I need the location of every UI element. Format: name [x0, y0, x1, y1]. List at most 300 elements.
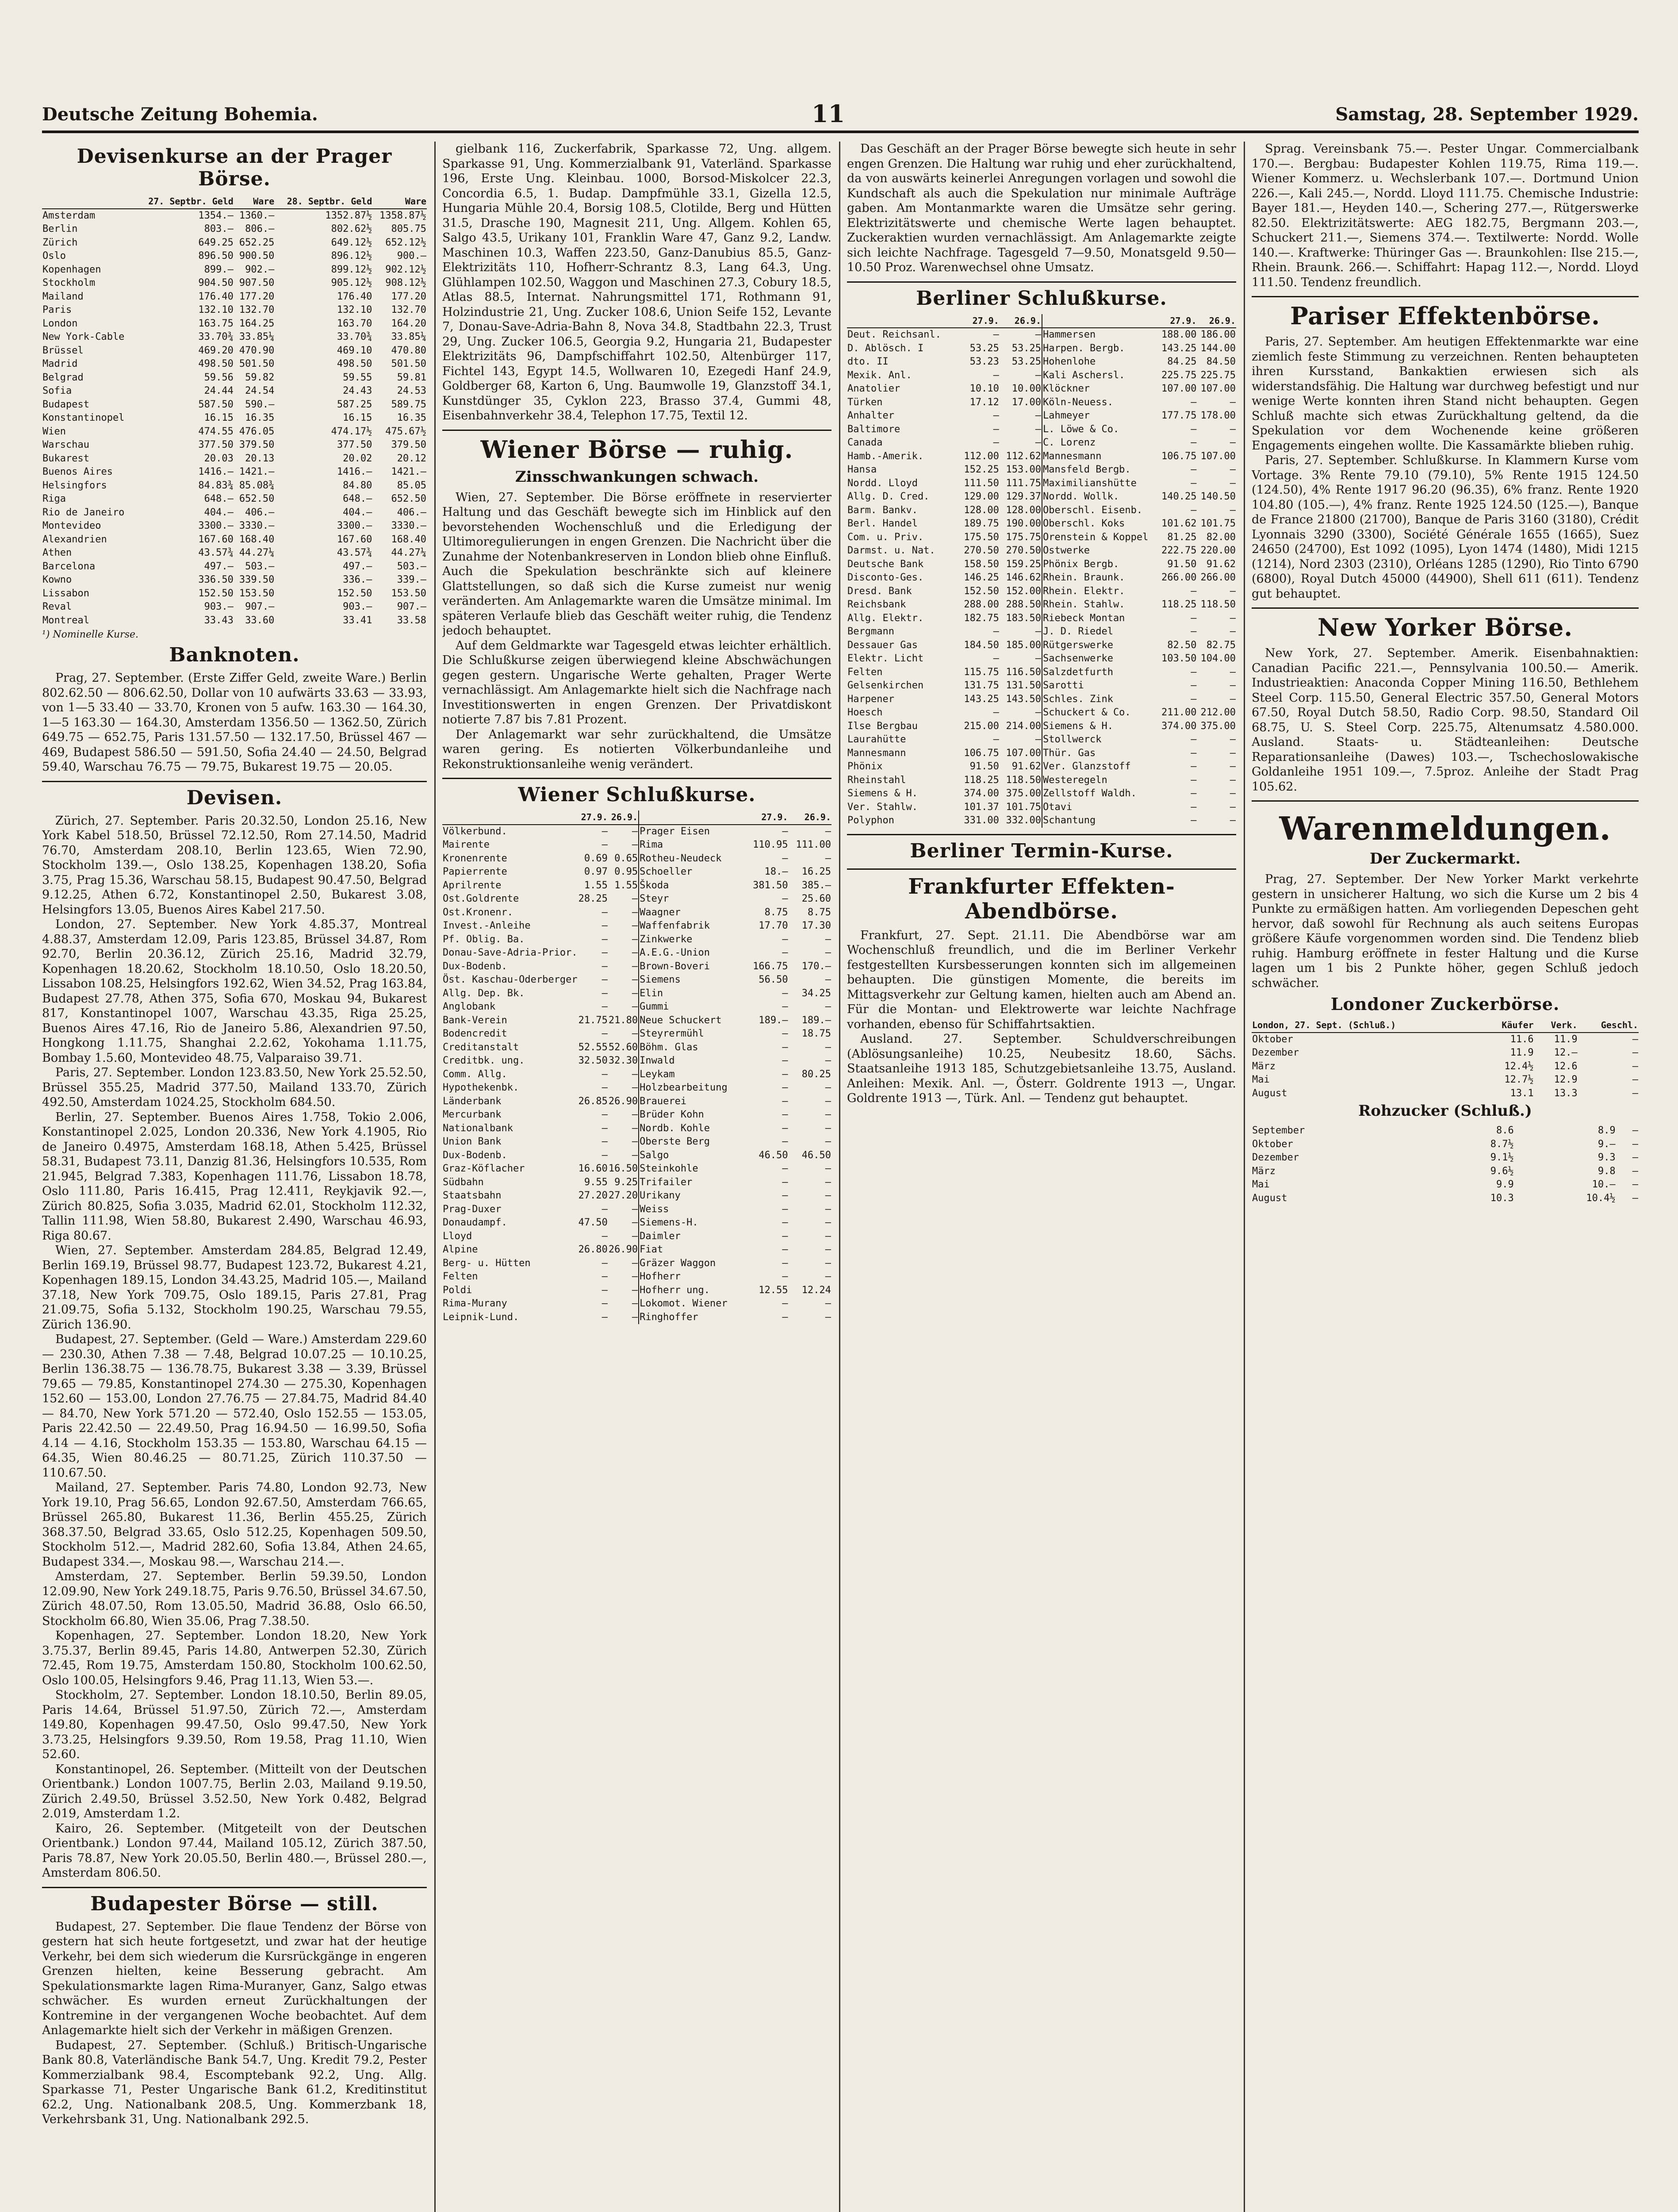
table-cell: 33.60 [245, 614, 275, 626]
table-cell: 404.— [343, 507, 372, 518]
berlin-row [847, 733, 1042, 747]
table-cell: Rhein. Stahlw. [1043, 599, 1125, 610]
divider [1252, 607, 1639, 609]
table-cell: 140.25 [1161, 491, 1197, 502]
table-cell: 118.25 [1161, 599, 1197, 610]
table-cell: 84.83¾ [198, 480, 234, 491]
table-cell: 82.00 [1206, 531, 1236, 543]
devisen2-paragraph: Berlin, 27. September. Buenos Aires 1.758, Tokio 2.006, Konstantinopel 2.025, London 20.336, New York 4.1905, Rio de Janeiro 0.4975, Amsterdam 168.18, Athen 5.425, Brüssel 58.31, Budapest 73.11, Danzig 81.36, Helsingfors 10.535, Rom 21.945, Belgrad 7.383, Kopenhagen 111.76, Lissabon 18.78, Oslo 111.80, Paris 16.415, Prag 12.411, Reykjavik 92.—, Zürich 80.825, Sofia 3.035, Madrid 62.01, Stockholm 112.32, Tallin 111.98, Wien 58.80, Bukarest 2.490, Warschau 46.93, Riga 80.67. [42, 1110, 427, 1243]
berlin-row [1042, 369, 1236, 383]
berlin-header-cell: 26.9. [1000, 314, 1042, 328]
column-4 [1252, 142, 1639, 2212]
table-cell: 159.25 [1006, 558, 1041, 570]
wien-row [442, 1230, 638, 1244]
table-cell: 158.50 [964, 558, 999, 570]
table-cell: 1416.— [337, 466, 372, 477]
table-cell: 903.— [343, 601, 372, 612]
table-cell: — [632, 933, 638, 945]
table-cell: — [1230, 761, 1236, 772]
table-cell: Elin [640, 987, 663, 999]
table-cell: Thür. Gas [1043, 747, 1096, 759]
table-cell: 212.00 [1200, 707, 1236, 718]
berlin-row [1042, 760, 1236, 774]
budapest-title: Budapester Börse — still. [90, 1892, 379, 1915]
table-cell: 118.50 [1200, 599, 1236, 610]
wien-subtitle: Zinsschwankungen schwach. [515, 468, 759, 486]
berlin-row [847, 814, 1042, 828]
table-cell: 896.50 [198, 250, 234, 261]
table-cell: 652.25 [239, 237, 275, 248]
table-cell: 288.50 [1006, 599, 1041, 610]
table-cell: 902.— [245, 264, 275, 275]
devisen2-paragraph: Budapest, 27. September. (Geld — Ware.) Amsterdam 229.60 — 230.30, Athen 7.38 — 7.48, Belgrad 10.07.25 — 10.10.25, Berlin 136.38.75 — 136.78.75, Bukarest 3.38 — 3.39, Brüssel 79.65 — 79.85, Konstantinopel 274.30 — 275.30, Kopenhagen 152.60 — 153.00, London 27.76.75 — 27.84.75, Madrid 84.40 — 84.70, New York 571.20 — 572.40, Oslo 152.55 — 153.05, Paris 22.42.50 — 22.49.50, Prag 16.94.50 — 16.99.50, Sofia 4.14 — 4.16, Stockholm 153.35 — 153.80, Warschau 64.15 — 64.35, Wien 80.46.25 — 80.71.25, Zürich 110.37.50 — 110.67.50. [42, 1333, 427, 1480]
table-cell: — [601, 1298, 608, 1309]
table-cell: — [825, 1244, 831, 1255]
table-cell: Salgo [640, 1149, 669, 1161]
wien-row [639, 1027, 831, 1041]
table-cell: D. Ablösch. I [847, 342, 924, 354]
devisen2-paragraph: Zürich, 27. September. Paris 20.32.50, London 25.16, New York Kabel 518.50, Brüssel 72.12.50, Rom 27.14.50, Madrid 76.70, Amsterdam 208.10, Berlin 123.65, Wien 72.90, Stockholm 139.—, Oslo 138.25, Kopenhagen 138.20, Sofia 3.75, Prag 15.36, Warschau 58.15, Budapest 90.47.50, Belgrad 9.12.25, Athen 6.72, Konstantinopel 2.50, Bukarest 3.08, Helsingfors 13.05, Buenos Aires Kabel 217.50. [42, 814, 427, 917]
table-cell: Steinkohle [640, 1163, 698, 1174]
wien-row [442, 1243, 638, 1257]
table-cell: Zürich [42, 237, 78, 248]
table-cell: — [825, 1109, 831, 1120]
table-cell: 503.— [397, 561, 426, 572]
berlin-row [1042, 531, 1236, 545]
table-cell: 111.50 [964, 477, 999, 489]
london-zucker-table [1252, 1018, 1639, 1100]
wien-row [639, 1122, 831, 1136]
table-cell: — [601, 1028, 608, 1039]
table-cell: — [993, 437, 999, 448]
table-cell: — [825, 853, 831, 864]
wien-row [442, 865, 638, 879]
table-cell: — [1230, 437, 1236, 448]
berlin-row [847, 355, 1042, 369]
table-cell: 903.— [204, 601, 234, 612]
divider [847, 281, 1236, 283]
table-cell: — [1035, 734, 1041, 745]
wien-row [639, 1176, 831, 1190]
devisen-row [42, 519, 427, 533]
wien-row [639, 892, 831, 906]
wien-row [639, 987, 831, 1001]
table-cell: — [601, 933, 608, 945]
wien-row [639, 825, 831, 839]
table-cell: Lahmeyer [1043, 410, 1090, 421]
table-cell: August [1252, 1192, 1287, 1204]
table-cell: 9.9 [1496, 1179, 1514, 1190]
table-cell: 188.00 [1161, 329, 1197, 340]
table-cell: — [782, 933, 788, 945]
table-cell: 1.55 [614, 879, 638, 891]
table-cell: — [782, 826, 788, 837]
table-cell: 182.75 [964, 612, 999, 624]
newyork-text: New York, 27. September. Amerik. Eisenbahnaktien: Canadian Pacific 221.—, Pennsylvania 100.50.— Amerik. Industrieaktien: Anaconda Copper Mining 116.50, Bethlehem Steel Corp. 115.50, General Electric 357.50, General Motors 67.50, Royal Dutch 58.50, Radio Corp. 98.50, Standard Oil 68.75, U. S. Steel Corp. 225.75, Altenumsatz 4.580.000. Ausland. Staats- u. Städteanleihen: Deutsche Reparationsanleihe (Dawes) 103.—, Tschechoslowakische Goldanleihe 1951 109.—, 7.5proz. Anleihe der Stadt Prag 105.62. [1252, 646, 1639, 794]
table-cell: 16.35 [245, 412, 275, 423]
table-cell: 46.50 [759, 1149, 788, 1161]
zucker-subtitle: Der Zuckermarkt. [1369, 850, 1521, 868]
table-cell: — [1191, 734, 1197, 745]
table-cell: 190.00 [1006, 518, 1041, 529]
wien-row [639, 1270, 831, 1284]
wien-row [639, 1054, 831, 1068]
london-row [1252, 1073, 1639, 1087]
table-cell: Nationalbank [443, 1122, 513, 1134]
table-cell: — [825, 1136, 831, 1147]
table-cell: 167.60 [198, 534, 234, 545]
table-cell: 336.— [343, 574, 372, 585]
devisen-row [42, 263, 427, 277]
wien-row [442, 1203, 638, 1217]
table-cell: Oktober [1252, 1138, 1293, 1150]
wien-row [639, 1216, 831, 1230]
table-cell: Siemens [640, 974, 681, 985]
berlin-row [847, 477, 1042, 491]
devisen-row [42, 587, 427, 601]
table-cell: 110.95 [753, 839, 788, 850]
table-cell: Ostwerke [1043, 545, 1090, 556]
table-cell: 91.62 [1206, 558, 1236, 570]
table-cell: Belgrad [42, 372, 84, 383]
table-cell: — [1035, 437, 1041, 448]
table-cell: Barm. Bankv. [847, 504, 918, 516]
table-cell: 186.00 [1200, 329, 1236, 340]
table-cell: 503.— [245, 561, 275, 572]
table-cell: — [993, 653, 999, 664]
table-cell: 33.70¾ [198, 331, 234, 342]
table-cell: 379.50 [391, 439, 426, 450]
table-cell: Anhalter [847, 410, 894, 421]
table-cell: 28.25 [578, 893, 608, 904]
table-cell: — [632, 1230, 638, 1242]
column-rule [1244, 142, 1245, 2212]
wien-row [639, 879, 831, 893]
table-cell: — [1191, 504, 1197, 516]
table-cell: März [1252, 1060, 1276, 1072]
berlin-row [1042, 720, 1236, 733]
table-cell: 152.50 [964, 585, 999, 597]
table-cell: 20.02 [343, 453, 372, 464]
devisen-row [42, 533, 427, 547]
table-cell: 112.62 [1006, 450, 1041, 462]
table-cell: — [632, 1001, 638, 1012]
table-cell: Felten [443, 1271, 478, 1282]
table-cell: Invest.-Anleihe [443, 920, 531, 931]
table-cell: 11.6 [1510, 1033, 1534, 1045]
table-cell: — [1191, 626, 1197, 637]
devisen-row [42, 411, 427, 425]
berlin-row [1042, 355, 1236, 369]
wien-row [639, 1041, 831, 1055]
table-cell: 904.50 [198, 277, 234, 288]
frankfurt-paragraph: Frankfurt, 27. Sept. 21.11. Die Abendbörse war am Wochenschluß freundlich, und die im Berliner Verkehr festgestellten Kursbesserungen konnten sich im allgemeinen behaupten. Die günstigen Momente, die bereits im Mittagsverkehr zur Geltung kamen, hielten auch am Abend an. Für die Montan- und Elektrowerte war leichte Nachfrage vorhanden, ebenso für Schiffahrtsaktien. [847, 928, 1236, 1031]
table-cell: — [993, 369, 999, 381]
devisen-row [42, 465, 427, 479]
table-cell: — [1230, 477, 1236, 489]
wien-row [442, 1149, 638, 1163]
table-cell: 59.55 [343, 372, 372, 383]
wien-row [442, 1284, 638, 1298]
table-cell: Kronenrente [443, 853, 507, 864]
devisen-row [42, 600, 427, 614]
table-cell: 497.— [343, 561, 372, 572]
table-cell: Canada [847, 437, 883, 448]
table-cell: — [782, 1298, 788, 1309]
table-cell: 101.37 [964, 801, 999, 813]
table-cell: 132.70 [391, 304, 426, 315]
table-cell: Škoda [640, 879, 669, 891]
berlin-row [1042, 571, 1236, 585]
wien-row [442, 892, 638, 906]
column-2 [442, 142, 831, 2212]
table-cell: 26.80 [578, 1244, 608, 1255]
table-cell: 176.40 [198, 291, 234, 302]
table-cell: 587.50 [198, 399, 234, 410]
wien-text [442, 490, 831, 772]
table-cell: Schuckert & Co. [1043, 707, 1131, 718]
table-cell: Papierrente [443, 866, 507, 877]
divider [42, 781, 427, 782]
london-header-cell: Geschl. [1578, 1018, 1639, 1033]
berlin-row [1042, 679, 1236, 693]
table-cell: — [1191, 815, 1197, 826]
wien-header-cell: 26.9. [608, 810, 638, 825]
table-cell: Steyr [640, 893, 669, 904]
table-cell: Oktober [1252, 1033, 1293, 1045]
table-cell: 9.25 [614, 1176, 638, 1188]
table-cell: Hammersen [1043, 329, 1096, 340]
berlin-right-table [1042, 314, 1236, 828]
berlin-row [847, 612, 1042, 626]
table-cell: 26.90 [608, 1244, 638, 1255]
berlin-header-cell: 27.9. [958, 314, 1000, 328]
table-cell: 101.75 [1200, 518, 1236, 529]
table-cell: 900.50 [239, 250, 275, 261]
wien-row [442, 1135, 638, 1149]
table-cell: Maximilianshütte [1043, 477, 1137, 489]
table-cell: — [782, 1095, 788, 1107]
table-cell: — [1191, 464, 1197, 475]
table-cell: Creditanstalt [443, 1041, 519, 1053]
table-cell: — [1191, 788, 1197, 799]
table-cell: 10.10 [969, 383, 999, 394]
berlin-row [847, 531, 1042, 545]
table-cell: — [632, 1109, 638, 1120]
berlin-row [847, 639, 1042, 653]
berlin-schluss-title: Berliner Schlußkurse. [916, 287, 1167, 310]
table-cell: Salzdetfurth [1043, 666, 1113, 678]
divider [1252, 296, 1639, 297]
berlin-row [1042, 693, 1236, 707]
berlin-row [1042, 598, 1236, 612]
table-cell: — [782, 1176, 788, 1188]
table-cell: 902.12½ [385, 264, 426, 275]
budapest-text [42, 1920, 427, 2127]
column-rule [434, 142, 436, 2212]
rohzucker-row [1252, 1138, 1639, 1152]
table-cell: Rio de Janeiro [42, 507, 125, 518]
berlin-row [1042, 450, 1236, 464]
devisen-title: Devisenkurse an der Prager Börse. [77, 145, 392, 190]
table-cell: 0.97 [584, 866, 608, 877]
berlin-row [847, 544, 1042, 558]
berlin-row [847, 774, 1042, 787]
table-cell: Anatolier [847, 383, 900, 394]
table-cell: Rhein. Elektr. [1043, 585, 1125, 597]
devisen2-paragraph: Wien, 27. September. Amsterdam 284.85, Belgrad 12.49, Berlin 169.19, Brüssel 98.77, Budapest 123.72, Bukarest 4.21, Kopenhagen 189.15, London 34.43.25, Madrid 105.—, Mailand 37.18, New York 709.75, Oslo 189.15, Paris 27.81, Prag 21.09.75, Sofia 5.132, Stockholm 190.25, Warschau 79.55, Zürich 136.90. [42, 1244, 427, 1332]
berlin-row [847, 463, 1042, 477]
table-cell: 144.00 [1200, 342, 1236, 354]
table-cell: — [1230, 396, 1236, 408]
wien-row [639, 1243, 831, 1257]
table-cell: — [993, 734, 999, 745]
devisen-row [42, 371, 427, 385]
table-cell: 46.50 [801, 1149, 831, 1161]
table-cell: 12.24 [801, 1284, 831, 1296]
table-cell: — [1191, 437, 1197, 448]
table-cell: 21.75 [578, 1014, 608, 1026]
paris-text [1252, 334, 1639, 601]
table-cell: 168.40 [239, 534, 275, 545]
table-cell: 16.15 [204, 412, 234, 423]
berlin-row [1042, 409, 1236, 423]
table-cell: Allg. Elektr. [847, 612, 924, 624]
devisen-row [42, 506, 427, 520]
wien-row [442, 1000, 638, 1014]
table-cell: 59.56 [204, 372, 234, 383]
divider [442, 430, 831, 431]
table-cell: 104.00 [1200, 653, 1236, 664]
newyork-title: New Yorker Börse. [1317, 613, 1573, 641]
table-cell: Harpen. Bergb. [1043, 342, 1125, 354]
table-cell: — [632, 947, 638, 958]
page-header [42, 100, 1639, 133]
table-cell: 590.— [245, 399, 275, 410]
table-cell: 167.60 [337, 534, 372, 545]
table-cell: 152.25 [964, 464, 999, 475]
table-cell: Reval [42, 601, 72, 612]
table-cell: 377.50 [337, 439, 372, 450]
wien-header-cell [639, 810, 745, 825]
table-cell: Rima [640, 839, 663, 850]
rohzucker-subtitle: Rohzucker (Schluß.) [1358, 1102, 1532, 1120]
table-cell: — [601, 960, 608, 972]
table-cell: Montevideo [42, 520, 101, 531]
berlin-row [847, 625, 1042, 639]
wien-paragraph: Auf dem Geldmarkte war Tagesgeld etwas leichter erhältlich. Die Schlußkurse zeigen überwiegend kleine Abschwächungen gegen gestern. Ungarische Werte gehalten, Prager Werte vernachlässigt. Am Anlagemarkte hielt sich die Nachfrage nach Investitionswerten in engen Grenzen. Der Privatdiskont notierte 7.87 bis 7.81 Prozent. [442, 638, 831, 726]
table-cell: 185.00 [1006, 639, 1041, 651]
devisen2-text [42, 814, 427, 1881]
table-cell: — [782, 1190, 788, 1201]
table-cell: Pf. Oblig. Ba. [443, 933, 525, 945]
table-cell: 17.00 [1011, 396, 1041, 408]
table-cell: 375.00 [1200, 720, 1236, 732]
table-cell: 475.67½ [385, 426, 426, 437]
devisen-note: ¹) Nominelle Kurse. [42, 629, 139, 640]
page-sheet [42, 100, 1639, 2212]
table-cell: 3300.— [337, 520, 372, 531]
table-cell: 1421.— [239, 466, 275, 477]
devisen2-paragraph: Amsterdam, 27. September. Berlin 59.39.50, London 12.09.90, New York 249.18.75, Paris 9.76.50, Brüssel 34.67.50, Zürich 48.07.50, Rom 13.05.50, Madrid 36.88, Oslo 66.50, Stockholm 66.80, Wien 35.06, Prag 7.38.50. [42, 1570, 427, 1628]
rohzucker-row [1252, 1178, 1639, 1192]
berlin-row [847, 585, 1042, 599]
wien-row [639, 838, 831, 852]
table-cell: 377.50 [198, 439, 234, 450]
table-cell: Trifailer [640, 1176, 693, 1188]
table-cell: Urikany [640, 1190, 681, 1201]
table-cell: 129.37 [1006, 491, 1041, 502]
table-cell: — [601, 920, 608, 931]
table-cell: 1360.— [239, 210, 275, 221]
berlin-header-cell [1042, 314, 1158, 328]
wien-row [639, 852, 831, 866]
table-cell: 164.25 [239, 318, 275, 329]
berlin-row [1042, 666, 1236, 680]
table-cell: Stollwerck [1043, 734, 1102, 745]
table-cell: 189.— [759, 1014, 788, 1026]
devisen2-paragraph: London, 27. September. New York 4.85.37, Montreal 4.88.37, Amsterdam 12.09, Paris 123.85, Brüssel 34.87, Rom 92.70, Berlin 20.36.12, Zürich 25.16, Madrid 32.79, Kopenhagen 18.20.62, Stockholm 18.10.50, Oslo 18.20.50, Lissabon 108.25, Helsingfors 192.62, Wien 34.52, Prag 163.84, Budapest 27.78, Athen 375, Sofia 670, Moskau 94, Bukarest 817, Konstantinopel 1007, Warschau 43.35, Riga 25.25, Buenos Aires 47.16, Rio de Janeiro 5.86, Alexandrien 97.50, Hongkong 1.11.75, Shanghai 2.2.62, Yokohama 1.11.75, Bombay 1.5.60, Montevideo 48.75, Valparaiso 39.71. [42, 918, 427, 1065]
table-cell: 24.44 [204, 385, 234, 396]
table-cell: 118.50 [1006, 774, 1041, 786]
table-cell: 0.65 [614, 853, 638, 864]
table-cell: Gelsenkirchen [847, 680, 924, 691]
table-cell: Rheinstahl [847, 774, 906, 786]
table-cell: Rotheu-Neudeck [640, 853, 722, 864]
table-cell: — [632, 906, 638, 918]
table-cell: Mannesmann [847, 747, 906, 759]
devisen-row [42, 290, 427, 304]
devisen-row [42, 276, 427, 290]
table-cell: New York-Cable [42, 331, 125, 342]
table-cell: Dessauer Gas [847, 639, 918, 651]
table-cell: — [825, 1001, 831, 1012]
table-cell: Ost.Goldrente [443, 893, 519, 904]
wien-row [442, 1311, 638, 1325]
rohzucker-row [1252, 1192, 1639, 1206]
berlin-header-cell: 26.9. [1197, 314, 1236, 328]
wien-row [639, 1311, 831, 1325]
wien-row [442, 1041, 638, 1055]
table-cell: 469.20 [198, 345, 234, 356]
table-cell: — [825, 1230, 831, 1242]
table-cell: — [1230, 626, 1236, 637]
table-cell: — [1230, 747, 1236, 759]
table-cell: — [825, 1095, 831, 1107]
devisen-row [42, 438, 427, 452]
table-cell: 128.00 [964, 504, 999, 516]
devisen-row [42, 223, 427, 236]
wien-row [639, 933, 831, 947]
devisen-row [42, 573, 427, 587]
banknoten-title: Banknoten. [169, 644, 300, 666]
table-cell: Dux-Bodenb. [443, 1149, 507, 1161]
devisen-row [42, 560, 427, 574]
berlin-row [847, 679, 1042, 693]
wien-row [442, 879, 638, 893]
table-cell: Dezember [1252, 1152, 1299, 1163]
berlin-row [847, 342, 1042, 356]
divider [847, 834, 1236, 835]
table-cell: 374.00 [1161, 720, 1197, 732]
wien-header-cell: 27.9. [578, 810, 608, 825]
table-cell: — [1632, 1138, 1638, 1150]
table-cell: 16.50 [608, 1163, 638, 1174]
wien-schluss-right [638, 810, 831, 1324]
table-cell: Hypothekenbk. [443, 1082, 519, 1093]
table-cell: Comm. Allg. [443, 1068, 507, 1080]
table-cell: — [601, 1203, 608, 1215]
